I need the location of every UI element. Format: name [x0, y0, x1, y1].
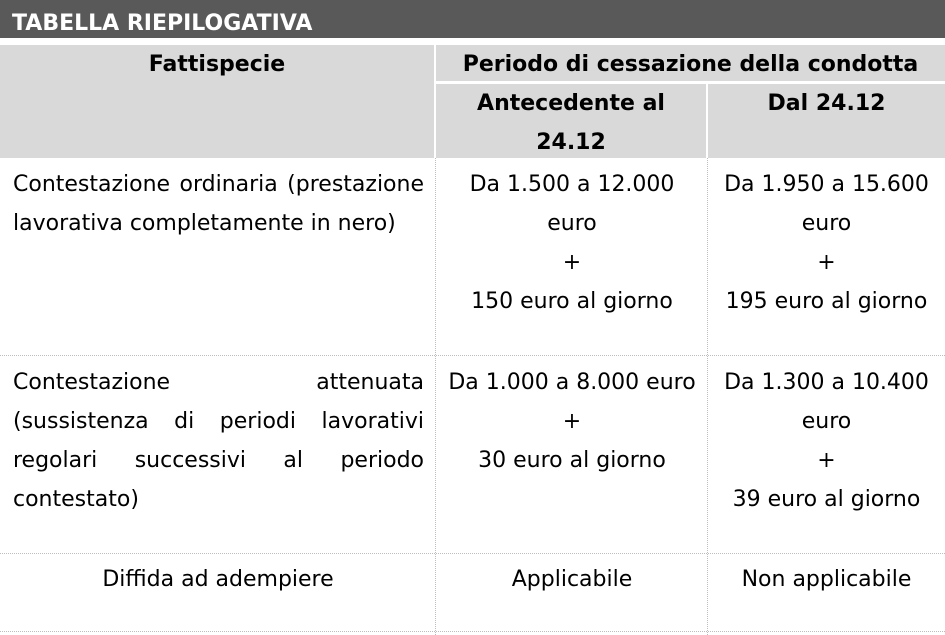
header-antecedente-line: Antecedente al — [477, 91, 665, 116]
header-dal-label: Dal 24.12 — [767, 91, 886, 116]
row-2-dal-line: euro — [801, 409, 852, 434]
row-1-antecedente-line: + — [562, 250, 582, 275]
row-2-antecedente — [436, 363, 708, 480]
header-periodo-group — [436, 45, 945, 81]
row-1-dal-line: 195 euro al giorno — [725, 289, 928, 314]
row-1-antecedente-line: Da 1.500 a 12.000 — [469, 172, 675, 197]
row-1-dal-line: Da 1.950 a 15.600 — [724, 172, 929, 197]
row-3-antecedente: Applicabile — [511, 567, 633, 592]
row-2-dal — [708, 363, 945, 519]
header-dal — [708, 84, 945, 158]
header-antecedente — [436, 84, 706, 158]
row-1-antecedente — [436, 165, 708, 321]
row-2-dal-line: 39 euro al giorno — [732, 487, 921, 512]
row-divider — [0, 631, 945, 632]
header-fattispecie — [0, 45, 434, 158]
row-2-antecedente-line: 30 euro al giorno — [478, 448, 666, 473]
row-3-fattispecie: Diffida ad adempiere — [102, 567, 334, 592]
row-2-dal-line: Da 1.300 a 10.400 — [724, 370, 929, 395]
row-2-antecedente-line: + — [562, 409, 582, 434]
row-3-dal: Non applicabile — [741, 567, 912, 592]
header-antecedente-line: 24.12 — [536, 130, 606, 155]
row-1-dal-line: + — [817, 250, 836, 275]
row-divider — [0, 553, 945, 554]
row-2-dal-line: + — [817, 448, 836, 473]
row-2-fattispecie: Contestazione attenuata (sussistenza di periodi lavorativi regolari successivi al periodo contestato) — [13, 370, 424, 512]
row-1-dal — [708, 165, 945, 321]
row-2-antecedente-line: Da 1.000 a 8.000 euro — [448, 370, 696, 395]
row-1-antecedente-line: euro — [547, 211, 597, 236]
header-fattispecie-label: Fattispecie — [148, 52, 286, 77]
column-divider — [707, 158, 708, 635]
row-1-dal-line: euro — [801, 211, 852, 236]
table-title: TABELLA RIEPILOGATIVA — [0, 0, 945, 38]
row-divider — [0, 355, 945, 356]
row-1-fattispecie: Contestazione ordinaria (prestazione lavorativa completamente in nero) — [13, 172, 424, 236]
row-1-antecedente-line: 150 euro al giorno — [471, 289, 673, 314]
column-divider — [435, 158, 436, 635]
header-periodo-label: Periodo di cessazione della condotta — [462, 52, 919, 77]
